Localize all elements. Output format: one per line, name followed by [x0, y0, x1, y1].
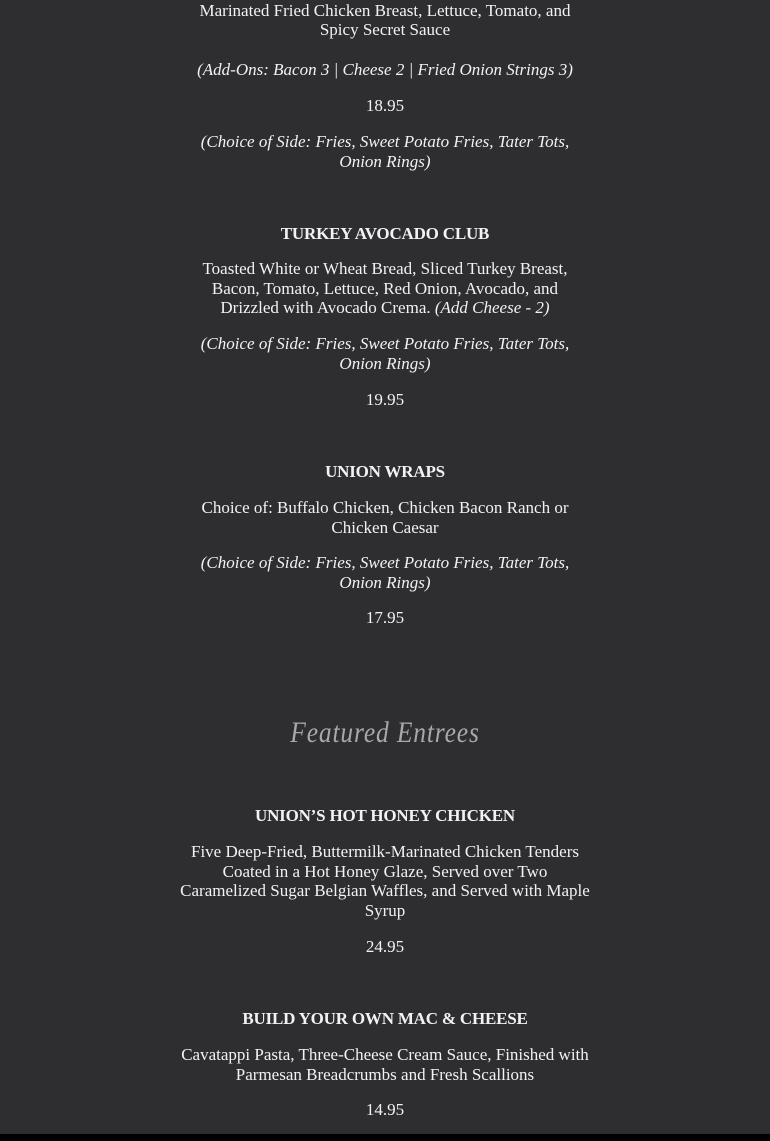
item-title: UNION’S HOT HONEY CHICKEN [255, 806, 515, 825]
item-title: BUILD YOUR OWN MAC & CHEESE [242, 1009, 528, 1028]
item-side-choice: (Choice of Side: Fries, Sweet Potato Fries, Tater Tots, Onion Rings) [200, 132, 570, 171]
item-side-choice: (Choice of Side: Fries, Sweet Potato Fries, Tater Tots, Onion Rings) [200, 553, 570, 592]
item-price: 18.95 [365, 96, 405, 115]
bottom-bar [0, 1134, 770, 1141]
item-price: 17.95 [365, 608, 405, 627]
item-price: 14.95 [365, 1100, 405, 1119]
item-side-choice: (Choice of Side: Fries, Sweet Potato Fries, Tater Tots, Onion Rings) [200, 334, 570, 373]
item-price: 24.95 [365, 937, 405, 956]
item-description: Cavatappi Pasta, Three-Cheese Cream Sauce, Finished with Parmesan Breadcrumbs and Fresh Scallions [181, 1045, 589, 1084]
item-description: Choice of: Buffalo Chicken, Chicken Bacon Ranch or Chicken Caesar [201, 498, 569, 537]
item-description: Five Deep-Fried, Buttermilk-Marinated Chicken Tenders Coated in a Hot Honey Glaze, Served over Two Caramelized Sugar Belgian Waffles, and Served with Maple Syrup [180, 842, 590, 920]
item-description: Toasted White or Wheat Bread, Sliced Turkey Breast, Bacon, Tomato, Lettuce, Red Onion, Avocado, and Drizzled with Avocado Crema. (Add Cheese - 2) [202, 259, 568, 318]
item-addons: (Add-Ons: Bacon 3 | Cheese 2 | Fried Onion Strings 3) [197, 60, 573, 79]
section-heading: Featured Entrees [290, 716, 480, 749]
item-title: TURKEY AVOCADO CLUB [280, 224, 490, 243]
item-title: UNION WRAPS [325, 462, 445, 481]
item-description: Marinated Fried Chicken Breast, Lettuce, Tomato, and Spicy Secret Sauce [199, 0, 571, 40]
item-price: 19.95 [365, 390, 405, 409]
add-cheese-note: (Add Cheese - 2) [434, 298, 550, 318]
